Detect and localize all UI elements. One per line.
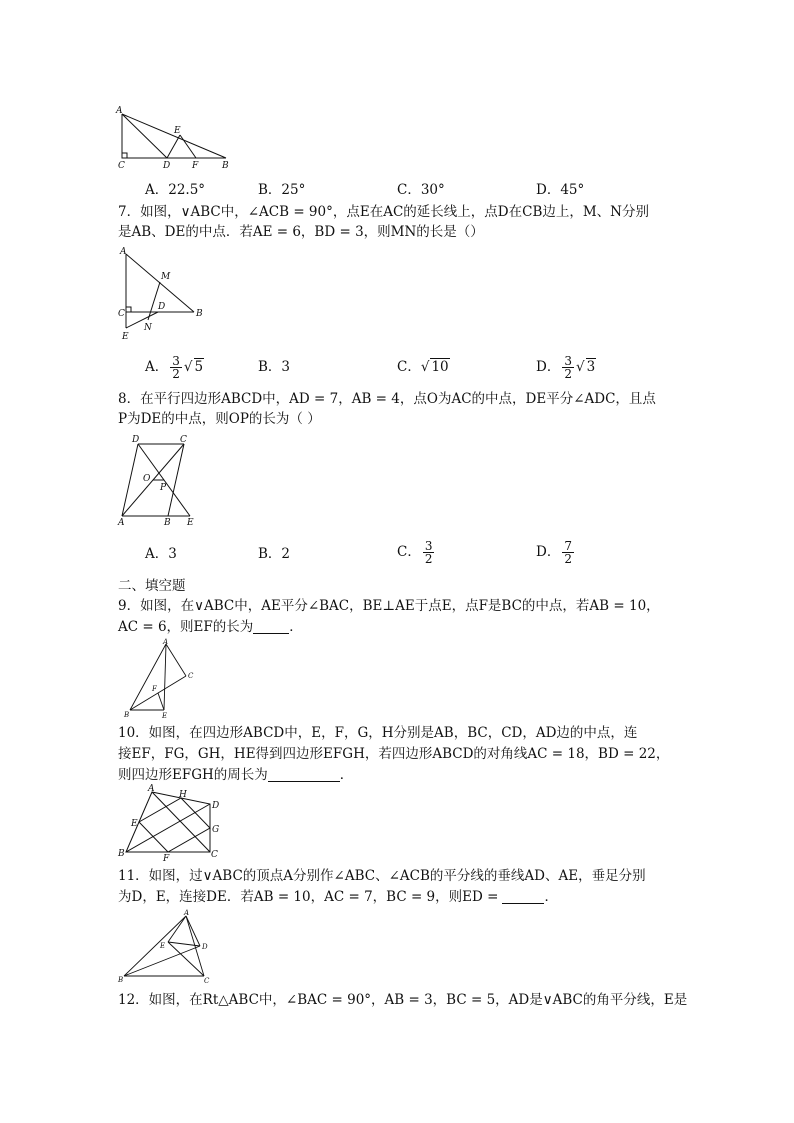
fig8-label-b: B bbox=[164, 518, 171, 528]
fig7-label-m: M bbox=[161, 272, 171, 282]
fig10-label-h: H bbox=[179, 790, 187, 800]
q12-text-line1: 12．如图，在Rt△ABC中，∠BAC = 90°，AB = 3，BC = 5，AD是∨ABC的角平分线，E是 bbox=[118, 992, 688, 1008]
fig6-label-b: B bbox=[222, 161, 229, 170]
q6-option-c[interactable]: C．30° bbox=[397, 182, 445, 198]
fig9-label-e: E bbox=[162, 712, 168, 720]
figure-q11 bbox=[114, 908, 214, 984]
q8-option-d[interactable]: D． $\frac{7}{2}$ bbox=[536, 539, 572, 566]
q8-option-a[interactable]: A．3 bbox=[145, 546, 177, 562]
q9-text-line1: 9．如图，在∨ABC中，AE平分∠BAC，BE⊥AE于点E，点F是BC的中点，若AB = 10， bbox=[118, 598, 660, 614]
fig8-label-c: C bbox=[180, 435, 187, 445]
fig9-label-f: F bbox=[152, 685, 157, 693]
fig7-label-c: C bbox=[118, 309, 125, 319]
fig6-label-e: E bbox=[174, 126, 181, 136]
figure-q6 bbox=[112, 104, 237, 170]
fig11-label-b: B bbox=[118, 976, 124, 984]
fig10-label-g: G bbox=[212, 825, 220, 835]
figure-q8 bbox=[112, 432, 202, 528]
fig10-label-b: B bbox=[118, 849, 125, 859]
q8-option-b[interactable]: B．2 bbox=[258, 546, 291, 562]
q6-option-a[interactable]: A．22.5° bbox=[145, 182, 206, 198]
fig8-label-p: P bbox=[160, 483, 167, 493]
q8-text-line2: P为DE的中点，则OP的长为（ ） bbox=[118, 411, 321, 427]
q11-answer-blank[interactable] bbox=[502, 889, 544, 904]
q6-option-b[interactable]: B．25° bbox=[258, 182, 306, 198]
fig7-label-e: E bbox=[122, 332, 129, 342]
fig7-label-d: D bbox=[158, 302, 166, 312]
fig10-label-e: E bbox=[131, 819, 138, 829]
q7-option-a[interactable]: A． $\frac{3}{2}$ √ 5 bbox=[145, 354, 204, 381]
q10-text-line1: 10．如图，在四边形ABCD中，E，F，G，H分别是AB，BC，CD，AD边的中点，连 bbox=[118, 725, 638, 741]
q11-text-line2: 为D，E，连接DE．若AB = 10，AC = 7，BC = 9，则ED = ． bbox=[118, 889, 558, 905]
fig6-label-f: F bbox=[192, 161, 199, 170]
fig9-label-a: A bbox=[163, 638, 169, 646]
figure-q10 bbox=[114, 784, 224, 862]
fig8-label-e: E bbox=[187, 518, 194, 528]
q10-text-line3: 则四边形EFGH的周长为 ． bbox=[118, 767, 354, 783]
fig11-label-a: A bbox=[184, 909, 190, 917]
q7-option-d[interactable]: D． $\frac{3}{2}$ √ 3 bbox=[536, 354, 596, 381]
figure-q9 bbox=[118, 638, 202, 720]
fig8-label-d: D bbox=[132, 435, 140, 445]
q6-option-d[interactable]: D．45° bbox=[536, 182, 585, 198]
q9-text-line2: AC = 6，则EF的长为 ． bbox=[118, 619, 303, 635]
fig8-label-o: O bbox=[143, 474, 151, 484]
q8-option-c[interactable]: C． $\frac{3}{2}$ bbox=[397, 539, 433, 566]
q7-text-line1: 7．如图，∨ABC中，∠ACB = 90°，点E在AC的延长线上，点D在CB边上，M、N分别 bbox=[118, 204, 649, 220]
q7-option-b[interactable]: B．3 bbox=[258, 359, 291, 375]
fig6-label-a: A bbox=[116, 106, 123, 116]
fig8-label-a: A bbox=[118, 518, 125, 528]
fig11-label-d: D bbox=[202, 943, 208, 951]
fig7-label-b: B bbox=[196, 309, 203, 319]
fig10-label-f: F bbox=[163, 854, 170, 862]
fig11-label-e: E bbox=[160, 942, 166, 950]
q7-option-c[interactable]: C．√ 10 bbox=[397, 359, 449, 375]
q7-text-line2: 是AB、DE的中点．若AE = 6，BD = 3，则MN的长是（） bbox=[118, 224, 484, 240]
figure-q7 bbox=[112, 244, 212, 344]
fig10-label-c: C bbox=[211, 850, 218, 860]
fig6-label-c: C bbox=[118, 161, 125, 170]
fig9-label-b: B bbox=[124, 711, 130, 719]
fig10-label-a: A bbox=[148, 784, 155, 794]
q10-answer-blank[interactable] bbox=[268, 767, 340, 782]
q8-text-line1: 8．在平行四边形ABCD中，AD = 7，AB = 4，点O为AC的中点，DE平分∠ADC，且点 bbox=[118, 391, 656, 407]
q11-text-line1: 11．如图，过∨ABC的顶点A分别作∠ABC、∠ACB的平分线的垂线AD、AE，垂足分别 bbox=[118, 868, 646, 884]
fig11-label-c: C bbox=[204, 977, 210, 984]
fig9-label-c: C bbox=[188, 672, 194, 680]
q9-answer-blank[interactable] bbox=[253, 619, 289, 634]
fig7-label-n: N bbox=[144, 323, 152, 333]
fig10-label-d: D bbox=[212, 801, 220, 811]
fig6-label-d: D bbox=[163, 161, 171, 170]
section-fill-in-blank-title: 二、填空题 bbox=[118, 578, 186, 594]
fig7-label-a: A bbox=[120, 247, 127, 257]
q10-text-line2: 接EF，FG，GH，HE得到四边形EFGH，若四边形ABCD的对角线AC = 18，BD = 22， bbox=[118, 746, 670, 762]
